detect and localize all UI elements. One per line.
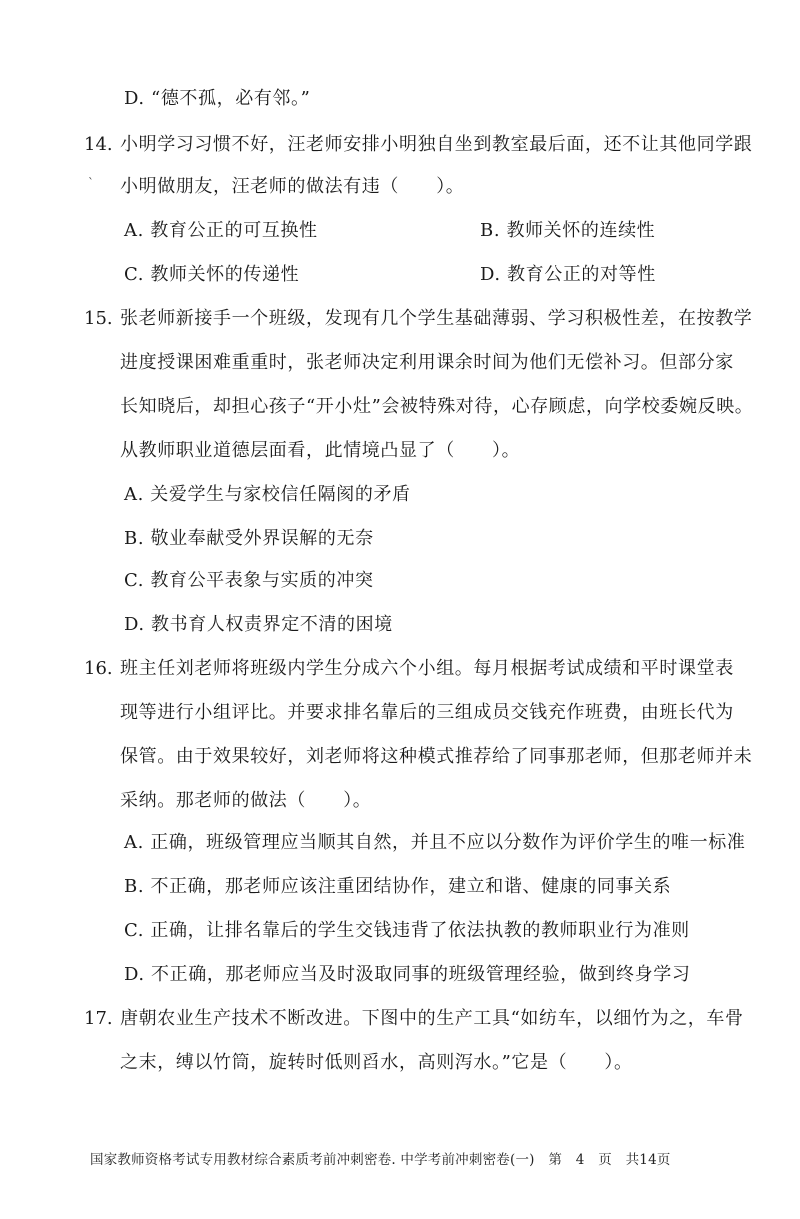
question-14-number: 14. (84, 134, 113, 155)
question-17-stem-line-2: 之末，缚以竹筒，旋转时低则舀水，高则泻水。”它是（ ）。 (120, 1052, 633, 1073)
question-15-stem-line-4: 从教师职业道德层面看，此情境凸显了（ ）。 (120, 440, 521, 461)
question-16-number: 16. (84, 658, 113, 679)
question-16-stem-line-4: 采纳。那老师的做法（ ）。 (120, 790, 372, 811)
question-15-option-d: D. 教书育人权责界定不清的困境 (124, 614, 393, 635)
question-14-option-d: D. 教育公正的对等性 (480, 264, 656, 285)
question-16-option-c: C. 正确，让排名靠后的学生交钱违背了依法执教的教师职业行为准则 (124, 920, 690, 941)
question-15-number: 15. (84, 308, 113, 329)
question-16-option-b: B. 不正确，那老师应该注重团结协作，建立和谐、健康的同事关系 (124, 876, 672, 897)
question-17-number: 17. (84, 1008, 113, 1029)
question-15-stem-line-1: 张老师新接手一个班级，发现有几个学生基础薄弱、学习积极性差，在按教学 (120, 308, 753, 329)
question-16-stem-line-1: 班主任刘老师将班级内学生分成六个小组。每月根据考试成绩和平时课堂表 (120, 658, 734, 679)
question-15-option-b: B. 敬业奉献受外界误解的无奈 (124, 528, 374, 549)
question-16-stem-line-3: 保管。由于效果较好，刘老师将这种模式推荐给了同事那老师，但那老师并未 (120, 746, 753, 767)
prev-option-d: D. “德不孤，必有邻。” (124, 88, 311, 109)
question-15-option-c: C. 教育公平表象与实质的冲突 (124, 570, 374, 591)
question-15-stem-line-2: 进度授课困难重重时，张老师决定利用课余时间为他们无偿补习。但部分家 (120, 352, 734, 373)
question-16-option-a: A. 正确，班级管理应当顺其自然，并且不应以分数作为评价学生的唯一标准 (124, 832, 746, 853)
question-15-stem-line-3: 长知晓后，却担心孩子“开小灶”会被特殊对待，心存顾虑，向学校委婉反映。 (120, 396, 754, 417)
question-14-option-c: C. 教师关怀的传递性 (124, 264, 300, 285)
stray-mark: ` (88, 176, 94, 190)
question-16-option-d: D. 不正确，那老师应当及时汲取同事的班级管理经验，做到终身学习 (124, 964, 691, 985)
question-14-stem-line-1: 小明学习习惯不好，汪老师安排小明独自坐到教室最后面，还不让其他同学跟 (120, 134, 753, 155)
question-16-stem-line-2: 现等进行小组评比。并要求排名靠后的三组成员交钱充作班费，由班长代为 (120, 702, 734, 723)
question-14-stem-line-2: 小明做朋友，汪老师的做法有违（ ）。 (120, 176, 465, 197)
question-14-option-b: B. 教师关怀的连续性 (480, 220, 656, 241)
question-14-option-a: A. 教育公正的可互换性 (124, 220, 318, 241)
question-17-stem-line-1: 唐朝农业生产技术不断改进。下图中的生产工具“如纺车，以细竹为之，车骨 (120, 1008, 744, 1029)
question-15-option-a: A. 关爱学生与家校信任隔阂的矛盾 (124, 484, 411, 505)
page-footer: 国家教师资格考试专用教材综合素质考前冲刺密卷. 中学考前冲刺密卷(一) 第 4 页 共14页 (90, 1152, 671, 1168)
